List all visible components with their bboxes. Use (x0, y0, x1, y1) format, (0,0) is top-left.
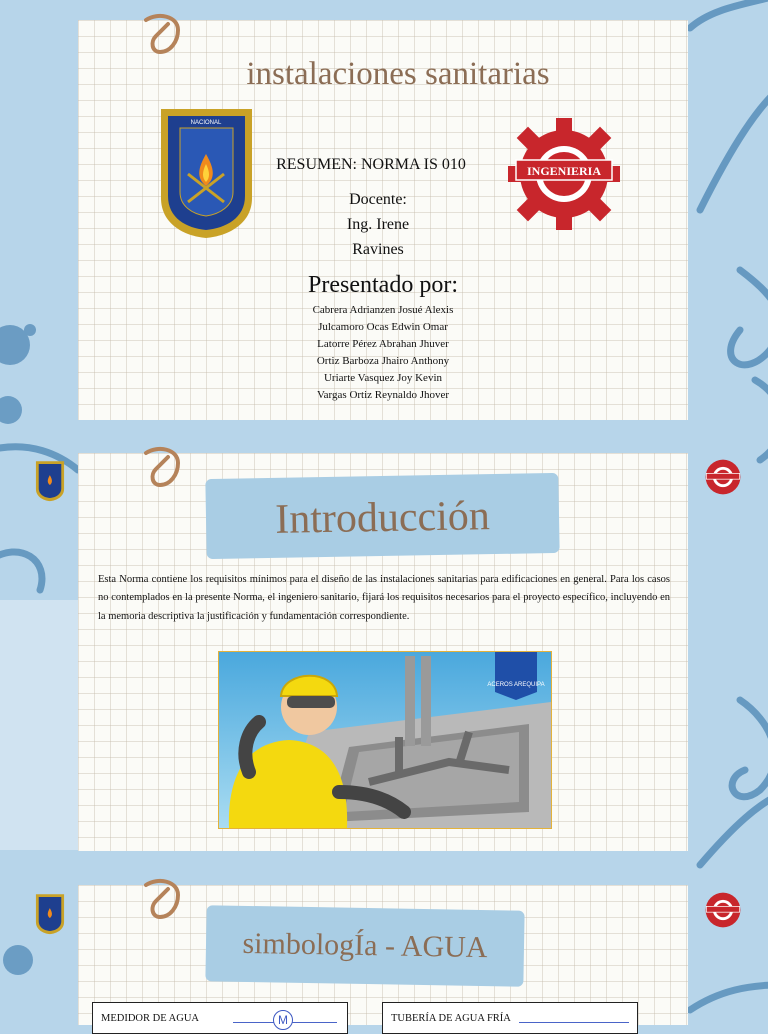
illustration-brand: ACEROS AREQUIPA (487, 682, 545, 688)
list-item: Uriarte Vasquez Joy Kevin (323, 372, 442, 384)
docente-name-line1: Ing. Irene (346, 216, 410, 233)
slide-introduction (78, 453, 688, 851)
pipe-line (519, 1022, 629, 1023)
members-list (228, 302, 538, 404)
university-shield-logo (158, 106, 255, 240)
intro-paragraph: Esta Norma contiene los requisitos mínimos para el diseño de las instalaciones sanitarias para edificaciones en general. Para los casos no contemplados en la presente Norma, el ingeniero sanitario, fijará los requisitos necesarios para el proyecto específico, incluyendo en la memoria descriptiva la justificación y fundamentación correspondiente. (98, 574, 670, 622)
subtitle-resumen: RESUMEN: NORMA IS 010 (276, 156, 466, 173)
list-item: Ortiz Barboza Jhairo Anthony (316, 355, 450, 367)
paperclip-icon (138, 12, 188, 62)
page-title: instalaciones sanitarias (246, 56, 550, 92)
paperclip-icon (138, 877, 188, 927)
teacher-info (308, 187, 448, 262)
svg-text:NACIONAL: NACIONAL (190, 120, 222, 126)
symbol-label: TUBERÍA DE AGUA FRÍA (391, 1013, 511, 1024)
symbol-label: MEDIDOR DE AGUA (101, 1013, 199, 1024)
list-item: Vargas Ortiz Reynaldo Jhover (316, 389, 450, 401)
university-shield-small-icon (35, 893, 65, 935)
plumbing-illustration (218, 651, 552, 829)
paperclip-icon (138, 445, 188, 495)
civil-gear-small-icon (702, 456, 744, 498)
presented-by-heading: Presentado por: (308, 272, 458, 298)
slide-title (78, 20, 688, 420)
list-item: Cabrera Adrianzen Josué Alexis (312, 304, 454, 316)
svg-text:INGENIERIA: INGENIERIA (526, 164, 602, 178)
section-title: Introducción (205, 473, 559, 559)
meter-symbol-icon: M (273, 1010, 293, 1030)
docente-label: Docente: (349, 191, 407, 208)
list-item: Julcamoro Ocas Edwin Omar (318, 321, 448, 333)
slide-symbology-water (78, 885, 688, 1025)
university-shield-small-icon (35, 460, 65, 502)
civil-gear-small-icon (702, 889, 744, 931)
civil-engineering-gear-logo (506, 116, 622, 232)
symbol-cold-water-pipe (382, 1002, 638, 1034)
list-item: Latorre Pérez Abrahan Jhuver (317, 338, 449, 350)
symbol-water-meter (92, 1002, 348, 1034)
docente-name-line2: Ravines (352, 241, 404, 258)
section-title: simbologÍa - AGUA (205, 905, 524, 987)
